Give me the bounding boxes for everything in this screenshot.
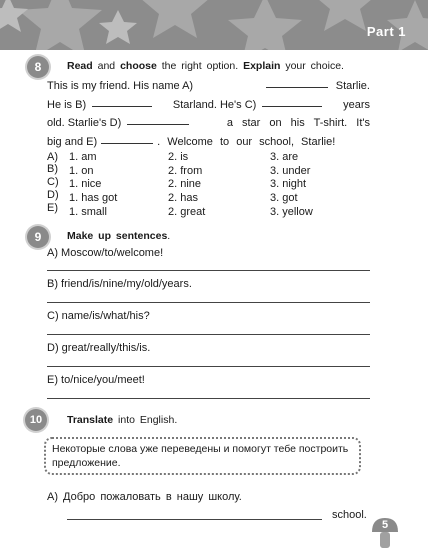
answer-blank[interactable] [266, 77, 328, 88]
answer-blank[interactable] [101, 133, 153, 144]
page-number-badge [370, 516, 400, 550]
option[interactable]: 2. from [168, 165, 203, 177]
option[interactable]: 3. night [270, 178, 307, 190]
text-fragment: big and E) [47, 135, 98, 148]
sentence-item: C) name/is/what/his? [47, 310, 150, 322]
answer-line[interactable] [47, 302, 370, 303]
answer-line[interactable] [47, 334, 370, 335]
instr-word: choose [120, 60, 157, 72]
exercise-instruction [67, 60, 344, 72]
text-fragment: . Welcome to our school, Starlie! [157, 135, 336, 148]
answer-line[interactable] [47, 398, 370, 399]
option-letter: D) [47, 189, 59, 201]
sentence-item: E) to/nice/you/meet! [47, 374, 145, 386]
option[interactable]: 2. has [168, 192, 198, 204]
sentence-item: D) great/really/this/is. [47, 342, 151, 354]
text-fragment: a star on his T-shirt. It's [226, 117, 370, 129]
option[interactable]: 3. yellow [270, 206, 313, 218]
instr-rest: into English. [118, 414, 178, 426]
text-line [47, 133, 370, 152]
instr-word: Explain [243, 60, 281, 72]
option[interactable]: 2. is [168, 151, 189, 163]
answer-blank[interactable] [127, 114, 189, 125]
option[interactable]: 3. are [270, 151, 299, 163]
option-letter: A) [47, 151, 58, 163]
answer-line[interactable] [47, 270, 370, 271]
answer-line[interactable] [47, 366, 370, 367]
option[interactable]: 3. under [270, 165, 311, 177]
text-fragment: years [343, 98, 370, 111]
exercise-text [47, 77, 370, 151]
instr-word: the right option. [161, 60, 239, 72]
instr-end: . [167, 230, 171, 242]
answer-line[interactable] [67, 509, 322, 520]
text-line [47, 114, 370, 133]
option[interactable]: 1. on [69, 165, 94, 177]
option-letter: B) [47, 163, 58, 175]
star-pattern-decoration [0, 0, 428, 50]
exercise-number-badge: 10 [25, 409, 47, 431]
text-line [47, 77, 370, 96]
answer-blank[interactable] [262, 96, 322, 107]
text-fragment: Starland. He's C) [172, 98, 257, 111]
exercise-number-badge: 9 [27, 226, 49, 248]
sentence-item: B) friend/is/nine/my/old/years. [47, 278, 192, 290]
option[interactable]: 2. nine [168, 178, 202, 190]
text-fragment: old. Starlie's D) [47, 117, 122, 129]
part-label: Part 1 [366, 24, 406, 39]
option-letter: C) [47, 176, 59, 188]
option[interactable]: 1. has got [69, 192, 118, 204]
text-fragment: Starlie. [335, 80, 370, 92]
answer-suffix: school. [332, 509, 367, 521]
sentence-item: A) Добро пожаловать в нашу школу. [47, 491, 242, 503]
text-fragment: This is my friend. His name A) [47, 80, 194, 92]
option[interactable]: 2. great [168, 206, 206, 218]
answer-blank[interactable] [92, 96, 152, 107]
option[interactable]: 1. small [69, 206, 107, 218]
sentence-item: A) Moscow/to/welcome! [47, 247, 164, 259]
exercise-instruction [67, 230, 170, 242]
exercise-instruction [67, 414, 177, 426]
text-fragment: He is B) [47, 98, 87, 111]
exercise-number-badge: 8 [27, 56, 49, 78]
page-number: 5 [381, 519, 389, 531]
hint-box: Некоторые слова уже переведены и помогут тебе построить предложение. [44, 437, 361, 475]
instr-word: and [97, 60, 116, 72]
text-line [47, 96, 370, 115]
option-letter: E) [47, 202, 58, 214]
instr-bold: Make up sentences [67, 230, 168, 242]
option[interactable]: 1. am [69, 151, 97, 163]
instr-bold: Translate [67, 414, 114, 426]
instr-word: Read [67, 60, 93, 72]
instr-word: your choice. [285, 60, 344, 72]
option[interactable]: 3. got [270, 192, 298, 204]
header-band [0, 0, 428, 50]
option[interactable]: 1. nice [69, 178, 102, 190]
